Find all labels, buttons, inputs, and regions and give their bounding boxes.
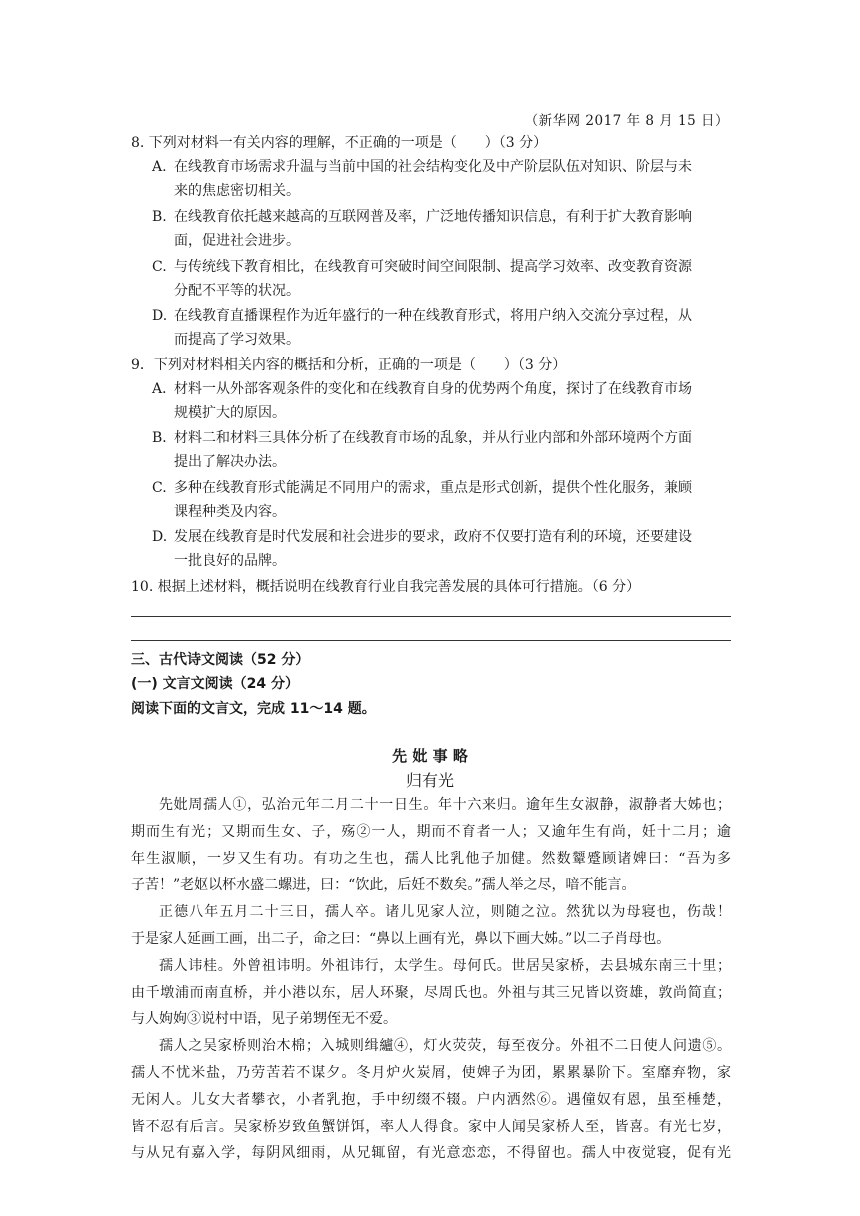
classical-passage (131, 792, 731, 1167)
essay-title: 先 妣 事 略 (392, 747, 468, 765)
section-heading: 三、古代诗文阅读（52 分） (131, 652, 310, 668)
answer-line-2 (131, 640, 731, 641)
passage-line: 于是家人延画工画，出二子，命之曰：“鼻以上画有光，鼻以下画大姊。”以二子肖母也。 (131, 930, 671, 947)
reading-instruction: 阅读下面的文言文，完成 11～14 题。 (131, 701, 376, 717)
passage-line: 无闲人。儿女大者攀衣，小者乳抱，手中纫缀不辍。户内洒然⑥。遇僮奴有恩，虽至棰楚， (131, 1091, 731, 1108)
option-text-line2: 来的焦虑密切相关。 (174, 183, 300, 199)
q8-option-b (152, 205, 732, 253)
question-9-stem: 9．下列对材料相关内容的概括和分析，正确的一项是（ ）（3 分） (131, 357, 567, 373)
q8-option-c (152, 255, 732, 303)
option-text-line2: 分配不平等的状况。 (174, 283, 300, 299)
option-text-line2: 规模扩大的原因。 (174, 405, 286, 421)
passage-line: 与人姁姁③说村中语，见子弟甥侄无不爱。 (131, 1011, 397, 1028)
passage-line: 年生淑顺，一岁又生有功。有功之生也，孺人比乳他子加健。然数颦蹙顾诸婢曰：“吾为多 (131, 850, 731, 867)
essay-author: 归有光 (405, 771, 454, 790)
option-text-line2: 面，促进社会进步。 (174, 233, 300, 249)
option-letter: B． (152, 430, 177, 446)
option-letter: A． (152, 381, 177, 397)
option-text-line1: 在线教育依托越来越高的互联网普及率，广泛地传播知识信息，有利于扩大教育影响 (174, 209, 692, 225)
passage-line: 孺人之吴家桥则治木棉；入城则缉纑④，灯火荧荧，每至夜分。外祖不二日使人问遗⑤。 (159, 1038, 731, 1055)
option-text-line2: 提出了解决办法。 (174, 454, 286, 470)
question-10-stem: 10. 根据上述材料，概括说明在线教育行业自我完善发展的具体可行措施。（6 分） (131, 579, 641, 595)
option-letter: B. (152, 209, 167, 225)
source-citation: （新华网 2017 年 8 月 15 日） (524, 113, 729, 129)
option-text-line2: 课程种类及内容。 (174, 504, 286, 520)
option-text-line1: 多种在线教育形式能满足不同用户的需求，重点是形式创新，提供个性化服务，兼顾 (174, 480, 692, 496)
option-text-line2: 而提高了学习效果。 (174, 332, 300, 348)
passage-line: 皆不忍有后言。吴家桥岁致鱼蟹饼饵，率人人得食。家中人闻吴家桥人至，皆喜。有光七岁， (131, 1118, 731, 1135)
passage-line: 子苦！”老妪以杯水盛二螺进，曰：“饮此，后妊不数矣。”孺人举之尽，喑不能言。 (131, 877, 636, 894)
q9-option-b (152, 426, 732, 474)
option-letter: C. (152, 480, 167, 496)
question-8-stem: 8. 下列对材料一有关内容的理解，不正确的一项是（ ）（3 分） (131, 135, 548, 151)
q9-option-c (152, 476, 732, 524)
option-letter: C. (152, 259, 167, 275)
passage-line: 孺人不忧米盐，乃劳苦若不谋夕。冬月炉火炭屑，使婢子为团，累累暴阶下。室靡弃物，家 (131, 1064, 731, 1081)
passage-line: 先妣周孺人①，弘治元年二月二十一日生。年十六来归。逾年生女淑静，淑静者大姊也； (159, 797, 731, 813)
option-letter: D. (152, 308, 168, 324)
q9-option-d (152, 525, 732, 573)
option-text-line2: 一批良好的品牌。 (174, 553, 286, 569)
q8-option-d (152, 304, 732, 352)
option-text-line1: 材料一从外部客观条件的变化和在线教育自身的优势两个角度，探讨了在线教育市场 (174, 381, 692, 397)
answer-line-1 (131, 616, 731, 617)
passage-line: 期而生有光；又期而生女、子，殇②一人，期而不育者一人；又逾年生有尚，妊十二月；逾 (131, 823, 731, 840)
passage-line: 孺人讳桂。外曾祖讳明。外祖讳行，太学生。母何氏。世居吴家桥，去县城东南三十里； (159, 957, 731, 974)
q8-option-a (152, 155, 732, 203)
option-text-line1: 发展在线教育是时代发展和社会进步的要求，政府不仅要打造有利的环境，还要建设 (174, 529, 692, 545)
passage-line: 与从兄有嘉入学，每阴风细雨，从兄辄留，有光意恋恋，不得留也。孺人中夜觉寝，促有光 (131, 1145, 731, 1162)
passage-line: 正德八年五月二十三日，孺人卒。诸儿见家人泣，则随之泣。然犹以为母寝也，伤哉！ (159, 904, 731, 921)
option-text-line1: 在线教育市场需求升温与当前中国的社会结构变化及中产阶层队伍对知识、阶层与未 (174, 159, 692, 175)
option-text-line1: 与传统线下教育相比，在线教育可突破时间空间限制、提高学习效率、改变教育资源 (174, 259, 692, 275)
q9-option-a (152, 377, 732, 425)
option-text-line1: 材料二和材料三具体分析了在线教育市场的乱象，并从行业内部和外部环境两个方面 (174, 430, 692, 446)
option-letter: A. (152, 159, 167, 175)
passage-line: 由千墩浦而南直桥，并小港以东，居人环聚，尽周氏也。外祖与其三兄皆以资雄，敦尚简直； (131, 984, 731, 1001)
option-letter: D. (152, 529, 168, 545)
option-text-line1: 在线教育直播课程作为近年盛行的一种在线教育形式，将用户纳入交流分享过程，从 (174, 308, 692, 324)
subsection-heading: (一) 文言文阅读（24 分） (131, 676, 300, 692)
